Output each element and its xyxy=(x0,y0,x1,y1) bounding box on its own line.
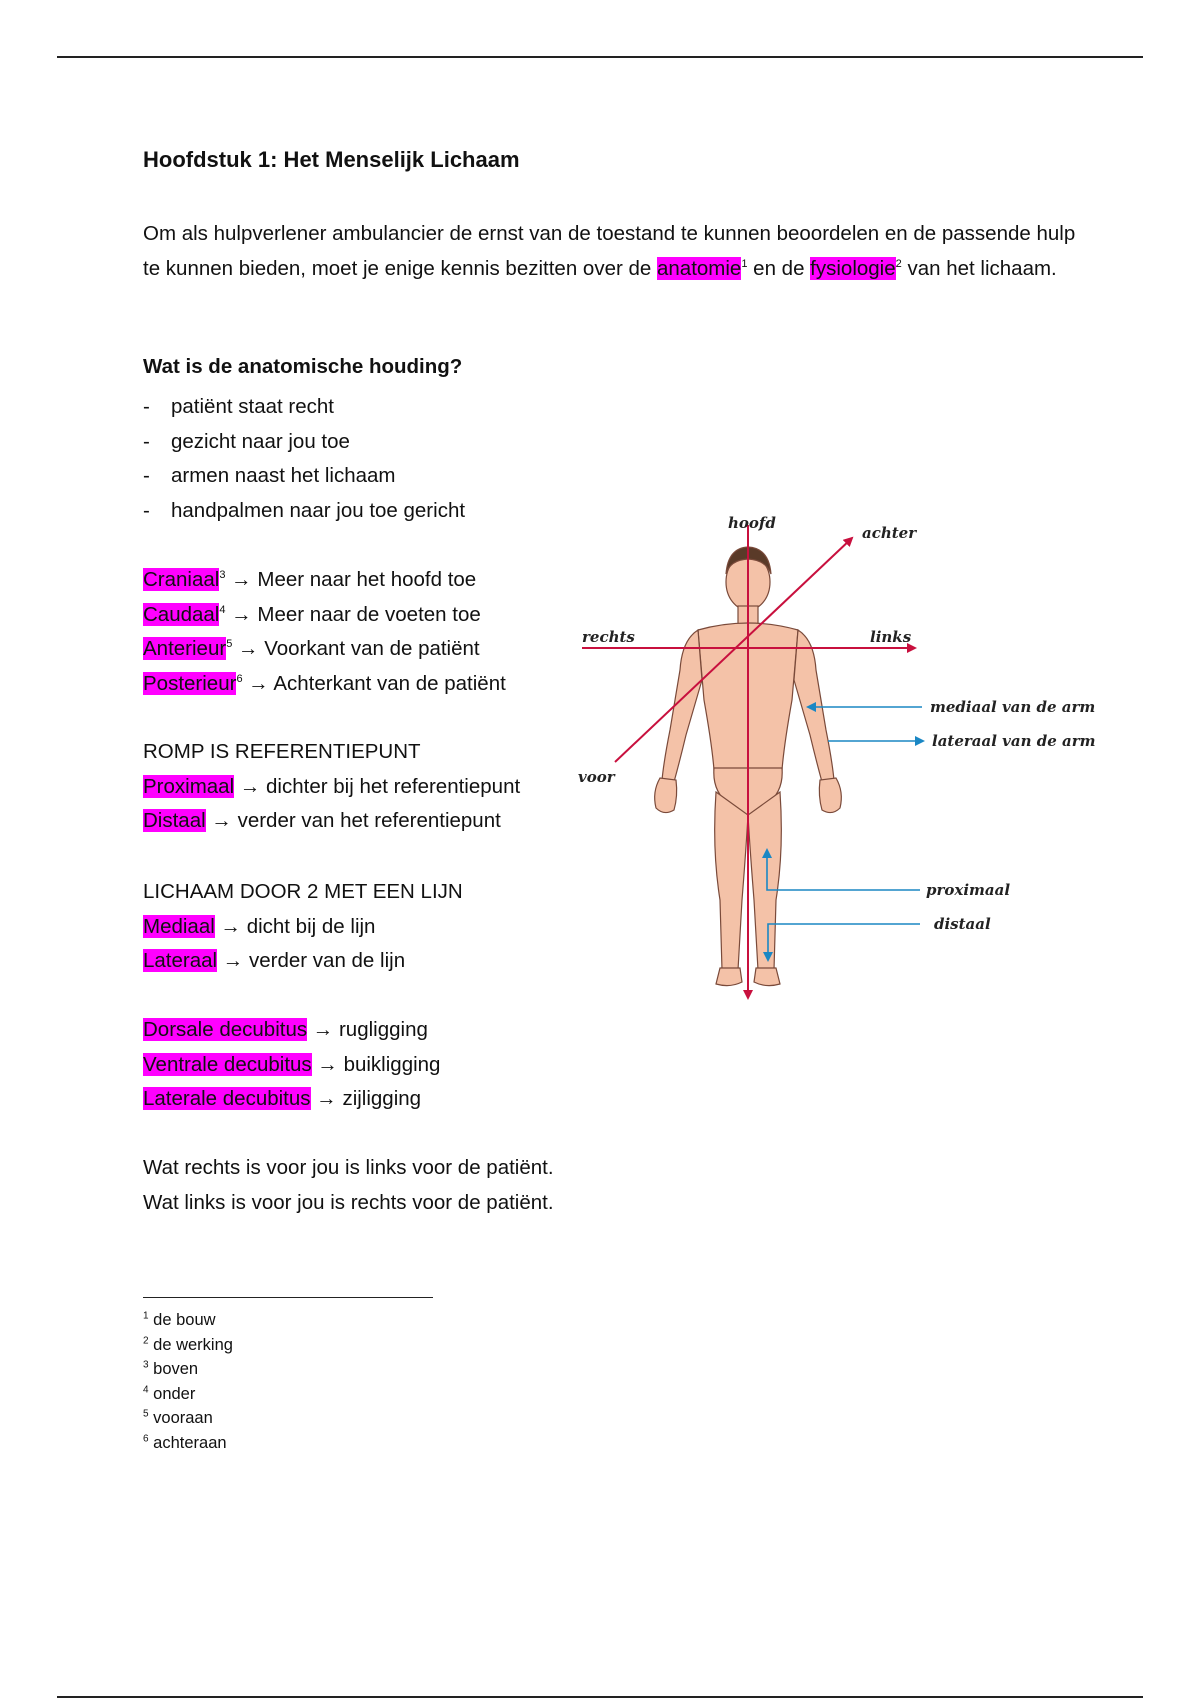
footnote-text: onder xyxy=(153,1384,196,1403)
proximaal-arrow xyxy=(767,850,920,890)
direction-craniaal xyxy=(143,563,506,598)
romp-section xyxy=(143,735,520,839)
footnote-text: de werking xyxy=(153,1335,233,1354)
anatomical-diagram-svg xyxy=(570,514,1100,1070)
hand-right xyxy=(655,778,677,813)
arm-right xyxy=(662,630,702,782)
term-anatomie: anatomie xyxy=(657,256,742,280)
intro-paragraph xyxy=(143,217,1093,286)
decubitus-ventraal xyxy=(143,1048,440,1083)
closing-section xyxy=(143,1151,554,1220)
anatomical-diagram xyxy=(570,514,1100,1070)
decubitus-lateraal xyxy=(143,1082,440,1117)
header-rule xyxy=(57,56,1143,58)
term-laterale-decubitus: Laterale decubitus xyxy=(143,1087,311,1110)
lijn-mediaal xyxy=(143,910,463,945)
romp-heading: ROMP IS REFERENTIEPUNT xyxy=(143,740,421,763)
distaal-arrow xyxy=(768,924,920,960)
direction-anterieur xyxy=(143,632,506,667)
decubitus-dorsaal xyxy=(143,1013,440,1048)
hand-left xyxy=(819,778,841,813)
term-distaal: Distaal xyxy=(143,809,206,832)
footnote-ref-6[interactable]: 6 xyxy=(236,672,243,685)
definition-text: → dicht bij de lijn xyxy=(214,914,376,938)
lijn-lateraal xyxy=(143,944,463,979)
footnote-number: 1 xyxy=(143,1310,149,1322)
footnote-ref-2[interactable]: 2 xyxy=(895,257,902,270)
definition-text: → buikligging xyxy=(311,1052,441,1076)
footnote-number: 6 xyxy=(143,1433,149,1444)
label-lateraal: lateraal van de arm xyxy=(932,732,1096,750)
label-rechts: rechts xyxy=(582,628,635,646)
definition-text: → verder van de lijn xyxy=(217,949,406,972)
list-item: - armen naast het lichaam xyxy=(143,459,465,494)
label-proximaal: proximaal xyxy=(926,881,1011,899)
term-posterieur: Posterieur xyxy=(143,671,237,695)
footer-rule xyxy=(57,1696,1143,1698)
label-achter: achter xyxy=(862,524,917,542)
definition-text: → Meer naar het hoofd toe xyxy=(225,568,477,591)
lijn-heading: LICHAAM DOOR 2 MET EEN LIJN xyxy=(143,880,463,903)
intro-text-1: Om als hulpverlener ambulancier de ernst van de toestand te kunnen beoordelen en de passende hulp te kunnen bieden, moet je enige kennis bezitten over de xyxy=(143,222,1076,280)
footnote-ref-4[interactable]: 4 xyxy=(219,603,226,616)
term-fysiologie: fysiologie xyxy=(810,256,896,280)
footnote-number: 3 xyxy=(143,1359,149,1371)
term-caudaal: Caudaal xyxy=(143,602,220,626)
term-anterieur: Anterieur xyxy=(143,637,227,660)
definition-text: → Meer naar de voeten toe xyxy=(225,602,481,626)
direction-terms xyxy=(143,563,506,701)
term-lateraal: Lateraal xyxy=(143,949,218,972)
list-item: - gezicht naar jou toe xyxy=(143,425,465,460)
chapter-title: Hoofdstuk 1: Het Menselijk Lichaam xyxy=(143,147,520,172)
definition-text: → verder van het referentiepunt xyxy=(205,809,501,832)
definition-text: → dichter bij het referentiepunt xyxy=(234,774,521,798)
intro-text-3: van het lichaam. xyxy=(901,256,1057,280)
term-craniaal: Craniaal xyxy=(143,568,220,591)
definition-text: → Voorkant van de patiënt xyxy=(232,637,480,660)
label-hoofd: hoofd xyxy=(728,514,776,532)
footnote-number: 4 xyxy=(143,1384,149,1395)
romp-distaal xyxy=(143,804,520,839)
footnote-text: de bouw xyxy=(153,1311,216,1329)
footnote-text: achteraan xyxy=(153,1433,227,1452)
lijn-section xyxy=(143,875,463,979)
intro-text-2: en de xyxy=(747,256,811,280)
footnotes xyxy=(143,1308,233,1455)
arm-left xyxy=(794,630,834,782)
footnote-ref-1[interactable]: 1 xyxy=(741,257,748,270)
footnote-item xyxy=(143,1308,233,1333)
closing-line: Wat links is voor jou is rechts voor de patiënt. xyxy=(143,1190,554,1214)
decubitus-section xyxy=(143,1013,440,1117)
footnote-item xyxy=(143,1431,233,1456)
direction-caudaal xyxy=(143,598,506,633)
footnote-separator xyxy=(143,1297,433,1298)
term-ventrale-decubitus: Ventrale decubitus xyxy=(143,1052,312,1076)
footnote-text: boven xyxy=(153,1360,199,1378)
definition-text: → zijligging xyxy=(310,1087,422,1110)
footnote-item xyxy=(143,1333,233,1358)
footnote-number: 2 xyxy=(143,1335,149,1346)
footnote-number: 5 xyxy=(143,1408,149,1420)
leg-right xyxy=(715,792,748,970)
direction-posterieur xyxy=(143,667,506,702)
label-links: links xyxy=(870,628,912,646)
term-dorsale-decubitus: Dorsale decubitus xyxy=(143,1018,308,1041)
anatomical-position-list xyxy=(143,390,465,528)
foot-left xyxy=(754,968,780,986)
romp-proximaal xyxy=(143,770,520,805)
anatomical-position-heading: Wat is de anatomische houding? xyxy=(143,355,463,378)
leg-left xyxy=(748,792,781,970)
list-item: - handpalmen naar jou toe gericht xyxy=(143,494,465,529)
label-distaal: distaal xyxy=(934,915,991,933)
label-mediaal: mediaal van de arm xyxy=(930,698,1096,716)
term-mediaal: Mediaal xyxy=(143,914,215,938)
definition-text: → rugligging xyxy=(307,1018,428,1041)
footnote-item xyxy=(143,1357,233,1382)
footnote-item xyxy=(143,1382,233,1407)
label-voor: voor xyxy=(578,768,615,786)
definition-text: → Achterkant van de patiënt xyxy=(242,671,506,695)
footnote-text: vooraan xyxy=(153,1409,213,1427)
footnote-item xyxy=(143,1406,233,1431)
footnote-ref-5[interactable]: 5 xyxy=(226,638,233,651)
footnote-ref-3[interactable]: 3 xyxy=(219,569,226,582)
term-proximaal: Proximaal xyxy=(143,774,235,798)
foot-right xyxy=(716,968,742,986)
list-item: - patiënt staat recht xyxy=(143,390,465,425)
closing-line: Wat rechts is voor jou is links voor de patiënt. xyxy=(143,1156,554,1179)
